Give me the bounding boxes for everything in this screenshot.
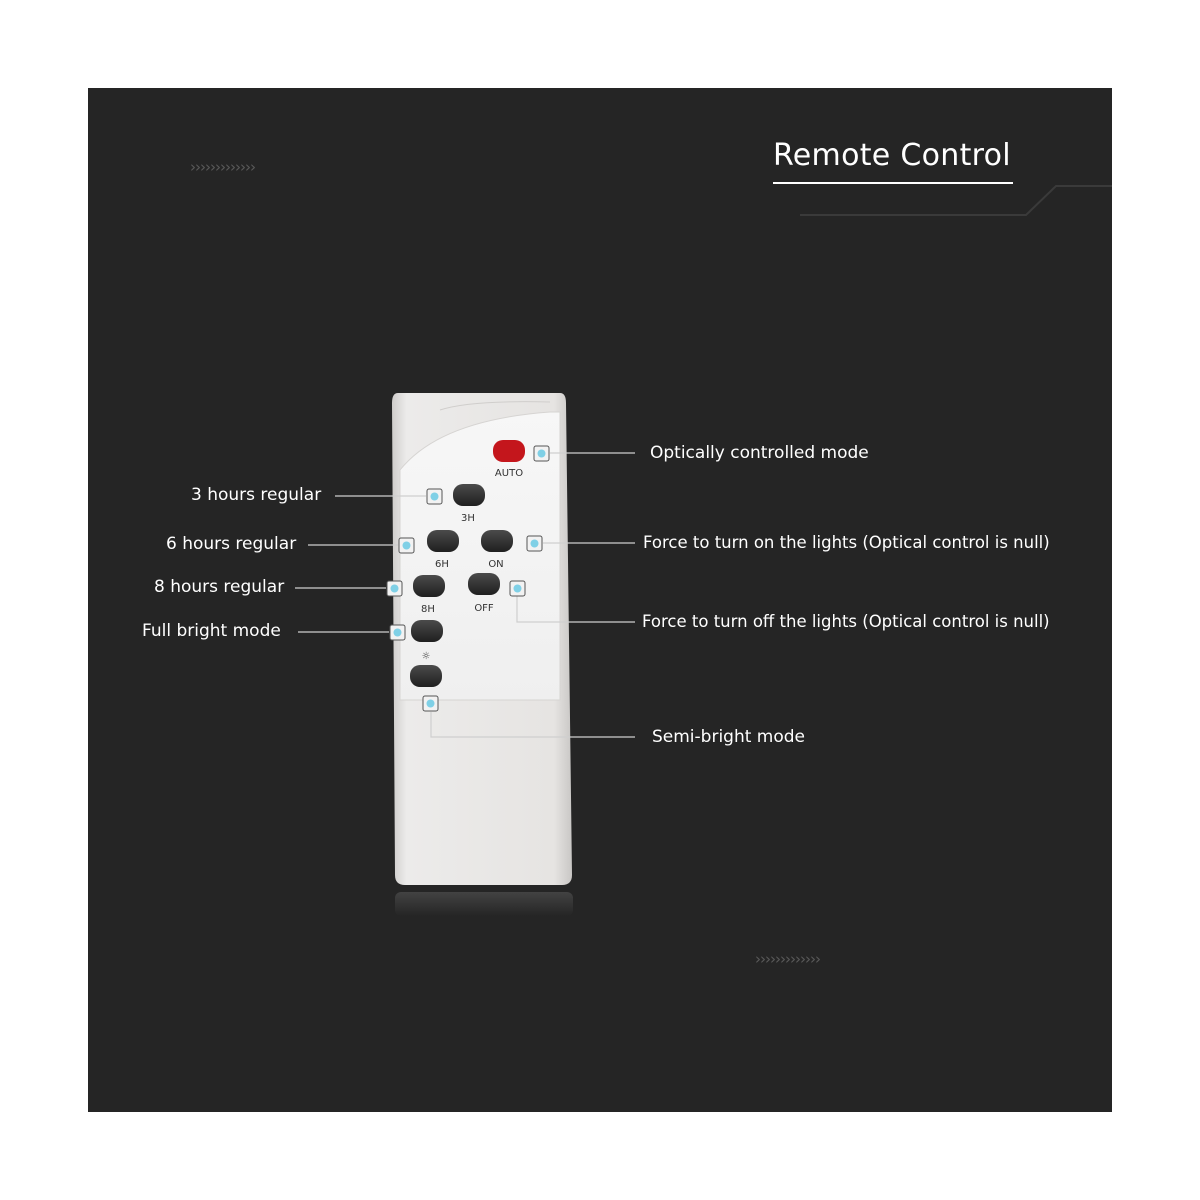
header-decorative-line: [800, 186, 1112, 215]
label-force-off: Force to turn off the lights (Optical control is null): [642, 612, 1050, 631]
page-title: Remote Control: [773, 136, 1013, 184]
decorative-chevrons-top: ›››››››››››››: [190, 158, 255, 176]
marker-semi-bright: [423, 696, 438, 711]
marker-six-hours: [399, 538, 414, 553]
label-three-hours-regular: 3 hours regular: [191, 485, 322, 505]
on-button[interactable]: [481, 530, 513, 552]
label-eight-hours-regular: 8 hours regular: [154, 577, 285, 597]
label-full-bright-mode: Full bright mode: [142, 621, 281, 641]
label-six-hours-regular: 6 hours regular: [166, 534, 297, 554]
marker-optically-controlled: [534, 446, 549, 461]
six-hours-button[interactable]: [427, 530, 459, 552]
three-hours-button[interactable]: [453, 484, 485, 506]
decorative-chevrons-bottom: ›››››››››››››: [755, 950, 820, 968]
auto-button[interactable]: [493, 440, 525, 462]
marker-force-on: [527, 536, 542, 551]
remote-control-body: [392, 393, 573, 916]
label-optically-controlled-mode: Optically controlled mode: [650, 443, 869, 463]
eight-hours-key-label: 8H: [421, 604, 435, 615]
label-semi-bright-mode: Semi-bright mode: [652, 727, 806, 747]
off-key-label: OFF: [474, 603, 494, 614]
label-force-on: Force to turn on the lights (Optical control is null): [643, 533, 1050, 552]
six-hours-key-label: 6H: [435, 559, 449, 570]
marker-full-bright: [390, 625, 405, 640]
marker-eight-hours: [387, 581, 402, 596]
three-hours-key-label: 3H: [461, 513, 475, 524]
off-button[interactable]: [468, 573, 500, 595]
marker-three-hours: [427, 489, 442, 504]
sun-icon: ☼: [421, 651, 431, 662]
eight-hours-button[interactable]: [413, 575, 445, 597]
marker-force-off: [510, 581, 525, 596]
on-key-label: ON: [488, 559, 504, 570]
auto-key-label: AUTO: [494, 468, 524, 479]
full-bright-button[interactable]: [411, 620, 443, 642]
semi-bright-button[interactable]: [410, 665, 442, 687]
